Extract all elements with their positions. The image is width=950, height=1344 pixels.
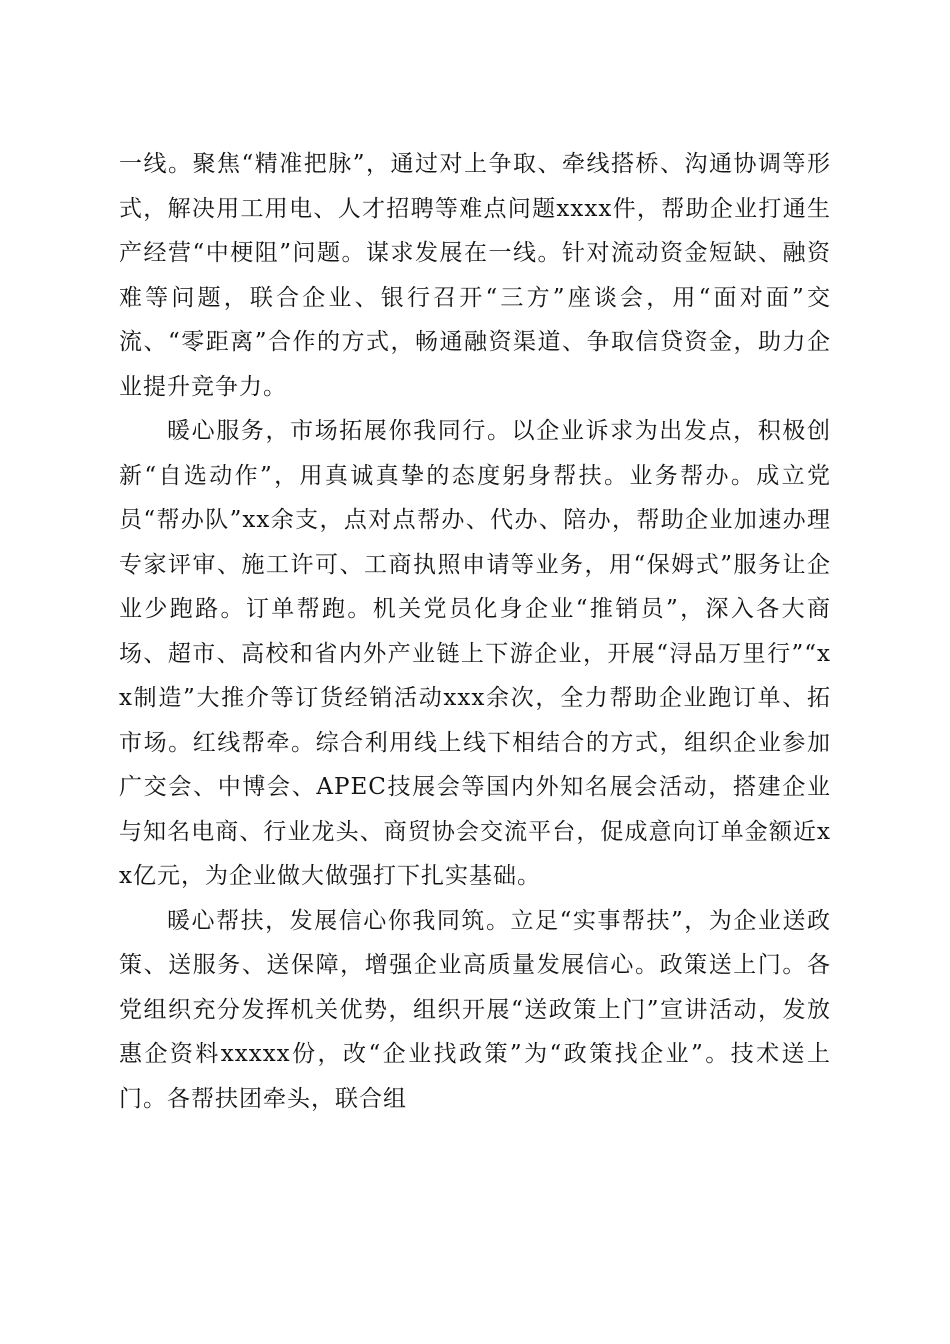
paragraph-3: 暖心帮扶，发展信心你我同筑。立足“实事帮扶”，为企业送政策、送服务、送保障，增强企业高质量发展信心。政策送上门。各党组织充分发挥机关优势，组织开展“送政策上门”宣讲活动，发放惠企资料xxxxx份，改“企业找政策”为“政策找企业”。技术送上门。各帮扶团牵头，联合组 bbox=[119, 907, 831, 1112]
document-body bbox=[119, 142, 831, 1121]
paragraph-1: 一线。聚焦“精准把脉”，通过对上争取、牵线搭桥、沟通协调等形式，解决用工用电、人才招聘等难点问题xxxx件，帮助企业打通生产经营“中梗阻”问题。谋求发展在一线。针对流动资金短缺、融资难等问题，联合企业、银行召开“三方”座谈会，用“面对面”交流、“零距离”合作的方式，畅通融资渠道、争取信贷资金，助力企业提升竞争力。 bbox=[119, 151, 831, 400]
paragraph-2: 暖心服务，市场拓展你我同行。以企业诉求为出发点，积极创新“自选动作”，用真诚真挚的态度躬身帮扶。业务帮办。成立党员“帮办队”xx余支，点对点帮办、代办、陪办，帮助企业加速办理专家评审、施工许可、工商执照申请等业务，用“保姆式”服务让企业少跑路。订单帮跑。机关党员化身企业“推销员”，深入各大商场、超市、高校和省内外产业链上下游企业，开展“浔品万里行”“xx制造”大推介等订货经销活动xxx余次，全力帮助企业跑订单、拓市场。红线帮牵。综合利用线上线下相结合的方式，组织企业参加广交会、中博会、APEC技展会等国内外知名展会活动，搭建企业与知名电商、行业龙头、商贸协会交流平台，促成意向订单金额近xx亿元，为企业做大做强打下扎实基础。 bbox=[119, 418, 831, 889]
